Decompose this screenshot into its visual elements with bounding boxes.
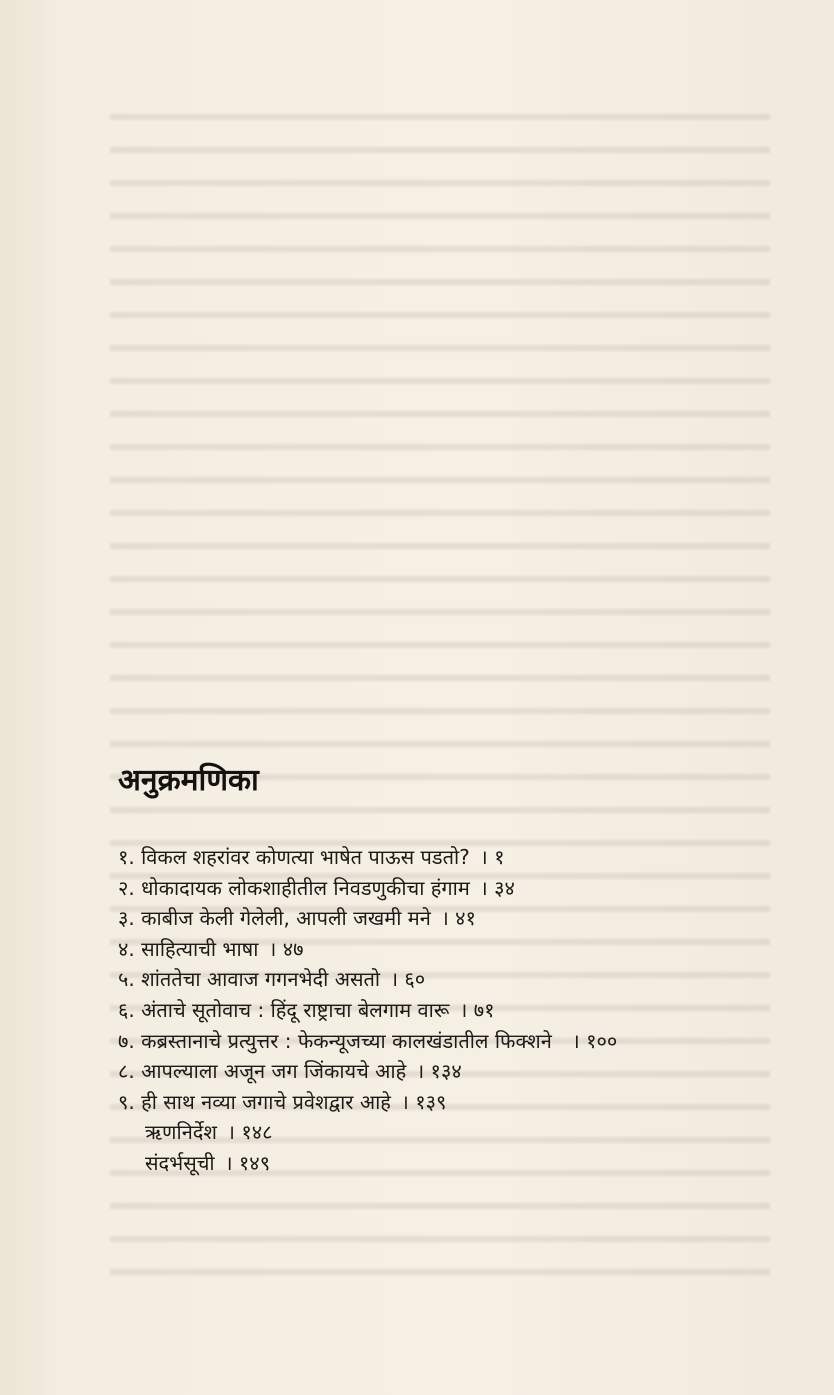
toc-entry-page: । १३४ xyxy=(416,1059,462,1084)
toc-entry-title: ४. साहित्याची भाषा xyxy=(118,936,259,961)
toc-entry-2 xyxy=(118,873,617,904)
toc-entry-title: ९. ही साथ नव्या जगाचे प्रवेशद्वार आहे xyxy=(118,1089,391,1114)
toc-entry-page: । ४७ xyxy=(268,936,304,961)
toc-entry-8 xyxy=(118,1056,617,1087)
toc-entry-5 xyxy=(118,964,617,995)
toc-entry-7 xyxy=(118,1026,617,1057)
toc-entry-title: ७. कब्रस्तानाचे प्रत्युत्तर : फेकन्यूजच्या कालखंडातील फिक्शने xyxy=(118,1028,552,1053)
toc-entry-6 xyxy=(118,995,617,1026)
toc-entry-title: ३. काबीज केली गेलेली, आपली जखमी मने xyxy=(118,906,431,931)
table-of-contents xyxy=(118,842,617,1179)
toc-entry-title: ५. शांततेचा आवाज गगनभेदी असतो xyxy=(118,967,381,992)
toc-entry-page: । ३४ xyxy=(480,875,515,900)
toc-entry-page: । १ xyxy=(480,845,505,869)
toc-entry-title: संदर्भसूची xyxy=(145,1150,215,1175)
toc-entry-title: १. विकल शहरांवर कोणत्या भाषेत पाऊस पडतो? xyxy=(118,845,470,869)
toc-entry-page: । १४८ xyxy=(227,1120,273,1145)
toc-entry-title: ८. आपल्याला अजून जग जिंकायचे आहे xyxy=(118,1059,407,1084)
toc-entry-title: ऋणनिर्देश xyxy=(145,1120,218,1145)
toc-entry-page: । ७१ xyxy=(459,997,495,1022)
page-title: अनुक्रमणिका xyxy=(118,763,259,798)
toc-entry-1 xyxy=(118,842,617,873)
toc-entry-title: २. धोकादायक लोकशाहीतील निवडणुकीचा हंगाम xyxy=(118,875,470,900)
toc-entry-3 xyxy=(118,903,617,934)
toc-entry-page: । ४१ xyxy=(441,906,476,931)
toc-entry-references xyxy=(118,1148,617,1179)
toc-entry-acknowledgements xyxy=(118,1117,617,1148)
toc-entry-4 xyxy=(118,934,617,965)
toc-entry-title: ६. अंताचे सूतोवाच : हिंदू राष्ट्राचा बेलगाम वारू xyxy=(118,997,450,1022)
toc-entry-9 xyxy=(118,1087,617,1118)
toc-entry-page: । ६० xyxy=(390,967,426,992)
toc-entry-page: । १४९ xyxy=(224,1150,271,1175)
toc-entry-page: । १३९ xyxy=(401,1089,447,1114)
toc-entry-page: । १०० xyxy=(572,1028,618,1053)
